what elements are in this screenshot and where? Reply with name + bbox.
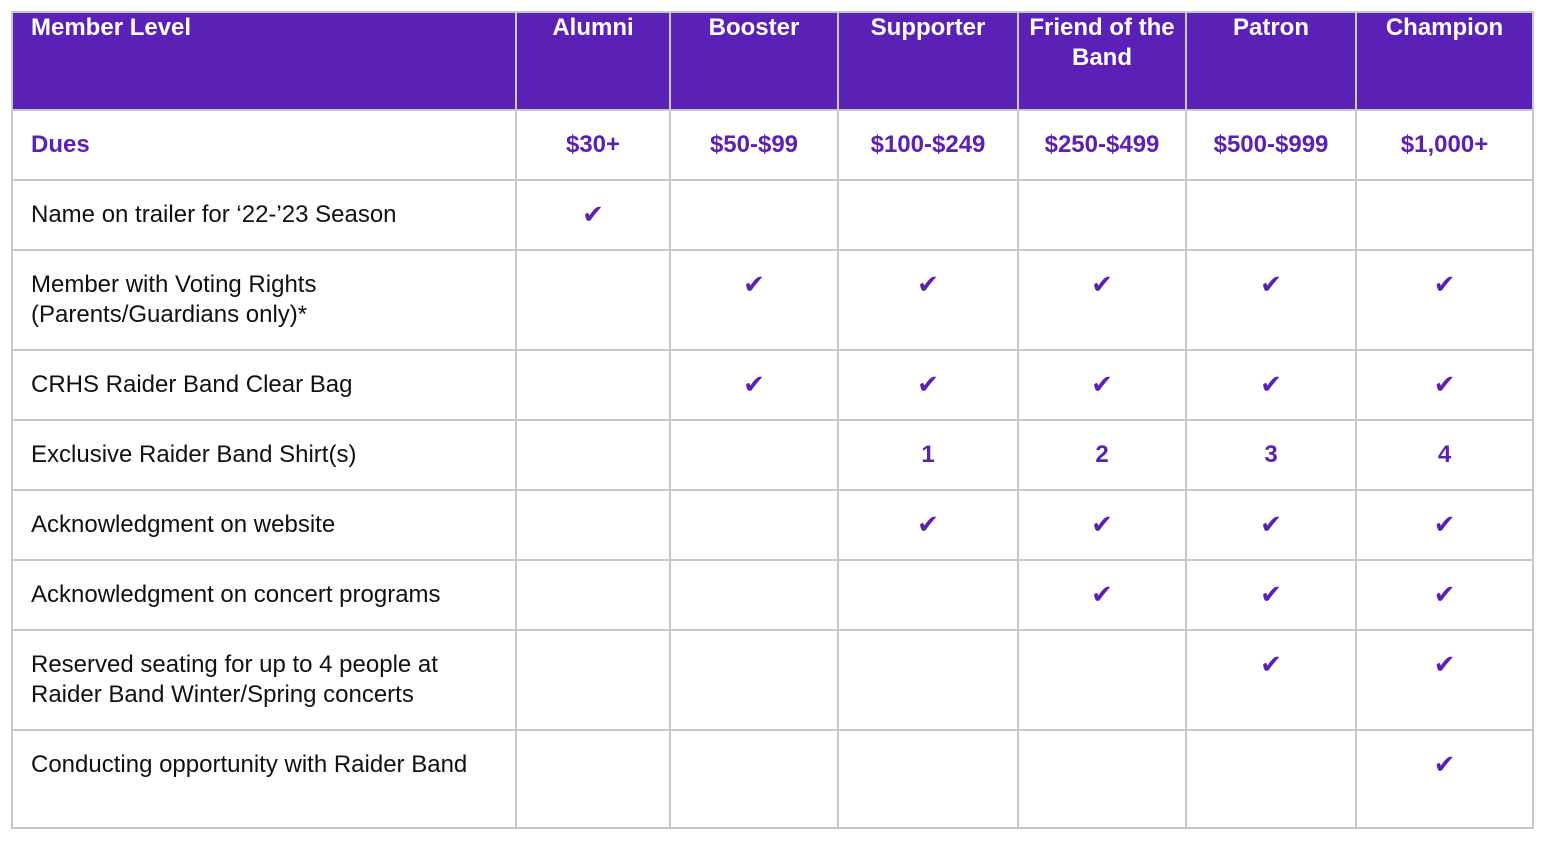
benefit-row <box>12 180 1533 250</box>
benefit-cell-empty <box>516 350 670 420</box>
benefit-cell <box>1356 560 1533 630</box>
benefit-label: Member with Voting Rights (Parents/Guardians only)* <box>12 250 516 350</box>
checkmark-icon: ✔ <box>582 199 604 230</box>
benefit-cell-empty <box>838 730 1018 828</box>
checkmark-icon: ✔ <box>1091 369 1113 400</box>
benefit-cell <box>1186 560 1356 630</box>
dues-value: $500-$999 <box>1186 110 1356 180</box>
benefit-row <box>12 350 1533 420</box>
benefit-cell-empty <box>1018 630 1186 730</box>
benefit-cell-empty <box>1356 180 1533 250</box>
header-tier-champion: Champion <box>1356 12 1533 110</box>
benefit-cell-empty <box>516 560 670 630</box>
benefit-cell-empty <box>1186 180 1356 250</box>
checkmark-icon: ✔ <box>1260 509 1282 540</box>
benefit-label: Reserved seating for up to 4 people at Raider Band Winter/Spring concerts <box>12 630 516 730</box>
benefit-cell <box>1018 490 1186 560</box>
benefit-label: Acknowledgment on concert programs <box>12 560 516 630</box>
benefit-cell-empty <box>670 490 838 560</box>
benefit-cell-empty <box>516 630 670 730</box>
header-tier-alumni: Alumni <box>516 12 670 110</box>
dues-value: $30+ <box>516 110 670 180</box>
benefit-label: CRHS Raider Band Clear Bag <box>12 350 516 420</box>
shirt-count: 3 <box>1186 420 1356 490</box>
checkmark-icon: ✔ <box>1260 369 1282 400</box>
checkmark-icon: ✔ <box>1260 579 1282 610</box>
dues-value: $1,000+ <box>1356 110 1533 180</box>
benefit-row <box>12 490 1533 560</box>
benefit-cell <box>516 180 670 250</box>
benefit-cell <box>1356 350 1533 420</box>
benefit-label: Conducting opportunity with Raider Band <box>12 730 516 828</box>
checkmark-icon: ✔ <box>743 270 765 300</box>
checkmark-icon: ✔ <box>1433 750 1456 780</box>
benefit-cell <box>1018 350 1186 420</box>
checkmark-icon: ✔ <box>1433 509 1456 540</box>
checkmark-icon: ✔ <box>917 369 939 400</box>
benefit-cell <box>1018 250 1186 350</box>
header-row <box>12 12 1533 110</box>
shirt-count: 4 <box>1356 420 1533 490</box>
dues-value: $250-$499 <box>1018 110 1186 180</box>
benefit-cell-empty <box>838 180 1018 250</box>
benefit-label: Acknowledgment on website <box>12 490 516 560</box>
benefit-cell-empty <box>838 560 1018 630</box>
header-tier-booster: Booster <box>670 12 838 110</box>
checkmark-icon: ✔ <box>917 270 939 300</box>
benefit-cell-empty <box>670 420 838 490</box>
membership-tier-table <box>11 11 1534 829</box>
checkmark-icon: ✔ <box>1260 270 1282 300</box>
benefit-cell-empty <box>516 250 670 350</box>
benefit-row <box>12 630 1533 730</box>
checkmark-icon: ✔ <box>1091 509 1113 540</box>
benefit-row <box>12 560 1533 630</box>
benefit-cell <box>1186 490 1356 560</box>
header-tier-supporter: Supporter <box>838 12 1018 110</box>
dues-value: $100-$249 <box>838 110 1018 180</box>
benefit-cell-empty <box>516 420 670 490</box>
checkmark-icon: ✔ <box>1433 650 1456 680</box>
benefit-cell <box>670 250 838 350</box>
checkmark-icon: ✔ <box>1260 650 1282 680</box>
benefit-cell-empty <box>670 180 838 250</box>
checkmark-icon: ✔ <box>1091 270 1113 300</box>
checkmark-icon: ✔ <box>743 369 765 400</box>
shirt-count: 2 <box>1018 420 1186 490</box>
benefit-cell <box>1186 350 1356 420</box>
benefit-cell-empty <box>670 630 838 730</box>
benefit-label: Exclusive Raider Band Shirt(s) <box>12 420 516 490</box>
benefit-cell <box>1356 250 1533 350</box>
dues-label: Dues <box>12 110 516 180</box>
benefit-cell-empty <box>516 490 670 560</box>
benefit-cell <box>1356 730 1533 828</box>
benefit-cell-empty <box>670 730 838 828</box>
benefit-cell-empty <box>838 630 1018 730</box>
header-tier-patron: Patron <box>1186 12 1356 110</box>
header-tier-friend-of-the-band: Friend of the Band <box>1018 12 1186 110</box>
benefit-cell <box>1186 250 1356 350</box>
benefit-cell <box>1356 490 1533 560</box>
benefit-cell <box>1186 630 1356 730</box>
dues-value: $50-$99 <box>670 110 838 180</box>
benefit-cell <box>838 350 1018 420</box>
checkmark-icon: ✔ <box>1091 579 1113 610</box>
benefit-row <box>12 250 1533 350</box>
benefit-cell <box>1356 630 1533 730</box>
benefit-cell-empty <box>1018 730 1186 828</box>
dues-row <box>12 110 1533 180</box>
benefit-cell <box>1018 560 1186 630</box>
benefit-cell-empty <box>1186 730 1356 828</box>
benefit-row <box>12 420 1533 490</box>
benefit-cell-empty <box>516 730 670 828</box>
benefit-cell-empty <box>1018 180 1186 250</box>
benefit-row <box>12 730 1533 828</box>
benefit-cell-empty <box>670 560 838 630</box>
checkmark-icon: ✔ <box>917 509 939 540</box>
benefit-cell <box>838 250 1018 350</box>
benefit-cell <box>838 490 1018 560</box>
benefit-cell <box>670 350 838 420</box>
checkmark-icon: ✔ <box>1433 270 1456 300</box>
shirt-count: 1 <box>838 420 1018 490</box>
checkmark-icon: ✔ <box>1433 579 1456 610</box>
checkmark-icon: ✔ <box>1433 369 1456 400</box>
header-member-level: Member Level <box>12 12 516 110</box>
benefit-label: Name on trailer for ‘22-’23 Season <box>12 180 516 250</box>
